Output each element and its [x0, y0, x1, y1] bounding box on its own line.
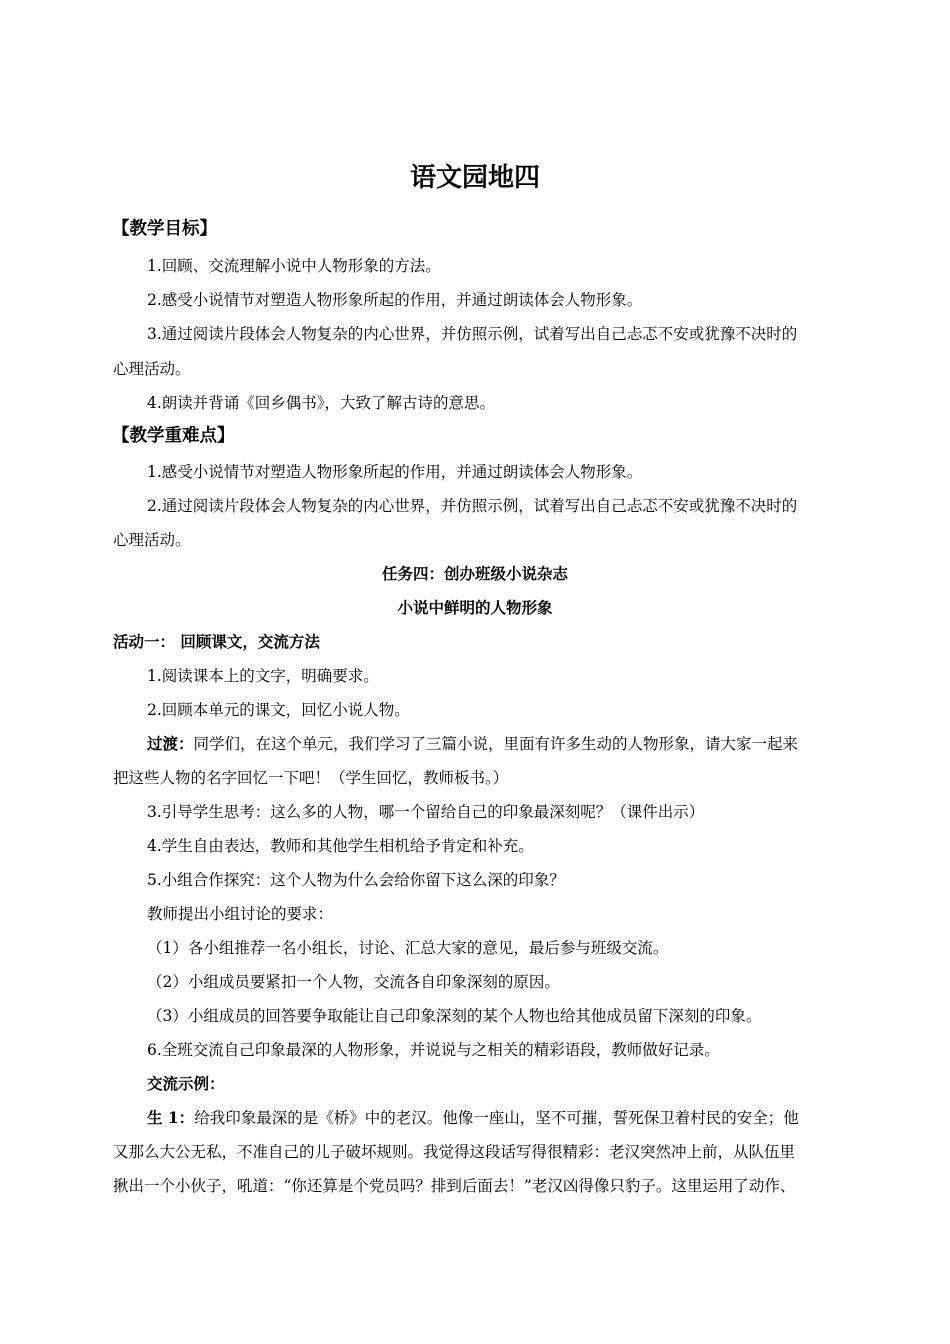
requirements-intro: 教师提出小组讨论的要求：	[147, 905, 334, 923]
transition-paragraph	[147, 734, 798, 754]
activity-step-3: 3.引导学生思考：这么多的人物，哪一个留给自己的印象最深刻呢？（课件出示）	[147, 803, 705, 821]
goal-item-3-cont: 心理活动。	[113, 360, 191, 378]
student-cont-1: 又那么大公无私，不准自己的儿子破坏规则。我觉得这段话写得很精彩：老汉突然冲上前，从队伍里	[113, 1143, 796, 1161]
keypoint-item-2: 2.通过阅读片段体会人物复杂的内心世界，并仿照示例，试着写出自己忐忑不安或犹豫不决时的	[147, 497, 798, 515]
task-subtitle: 小说中鲜明的人物形象	[397, 598, 553, 617]
transition-cont: 把这些人物的名字回忆一下吧！（学生回忆，教师板书。）	[113, 769, 509, 787]
student-cont-2: 揪出一个小伙子，吼道：“你还算是个党员吗？排到后面去！”老汉凶得像只豹子。这里运用了动作、	[113, 1177, 796, 1195]
student-paragraph	[147, 1108, 799, 1128]
keypoint-item-2-cont: 心理活动。	[113, 531, 191, 549]
activity-step-5: 5.小组合作探究：这个人物为什么会给你留下这么深的印象？	[147, 871, 565, 889]
activity-step-4: 4.学生自由表达，教师和其他学生相机给予肯定和补充。	[147, 837, 534, 855]
student-label: 生 1：	[147, 1108, 195, 1127]
section-heading-keypoints: 【教学重难点】	[112, 426, 235, 446]
activity-step-1: 1.阅读课本上的文字，明确要求。	[147, 667, 379, 685]
student-text: 给我印象最深的是《桥》中的老汉。他像一座山，坚不可摧，誓死保卫着村民的安全；他	[194, 1109, 799, 1127]
example-label: 交流示例：	[147, 1074, 225, 1093]
transition-label: 过渡：	[147, 734, 194, 753]
goal-item-1: 1.回顾、交流理解小说中人物形象的方法。	[147, 257, 441, 275]
activity-step-6: 6.全班交流自己印象最深的人物形象，并说说与之相关的精彩语段，教师做好记录。	[147, 1041, 720, 1059]
requirement-3: （3）小组成员的回答要争取能让自己印象深刻的某个人物也给其他成员留下深刻的印象。	[147, 1007, 762, 1025]
keypoint-item-1: 1.感受小说情节对塑造人物形象所起的作用，并通过朗读体会人物形象。	[147, 463, 643, 481]
requirement-1: （1）各小组推荐一名小组长，讨论、汇总大家的意见，最后参与班级交流。	[147, 939, 669, 957]
page-title: 语文园地四	[409, 163, 540, 193]
activity-heading: 活动一： 回顾课文，交流方法	[113, 632, 320, 651]
goal-item-4: 4.朗读并背诵《回乡偶书》，大致了解古诗的意思。	[147, 394, 496, 412]
transition-text: 同学们，在这个单元，我们学习了三篇小说，里面有许多生动的人物形象，请大家一起来	[193, 735, 799, 753]
goal-item-2: 2.感受小说情节对塑造人物形象所起的作用，并通过朗读体会人物形象。	[147, 291, 643, 309]
goal-item-3: 3.通过阅读片段体会人物复杂的内心世界，并仿照示例，试着写出自己忐忑不安或犹豫不决时的	[147, 325, 798, 343]
section-heading-goals: 【教学目标】	[112, 219, 217, 239]
requirement-2: （2）小组成员要紧扣一个人物，交流各自印象深刻的原因。	[147, 973, 560, 991]
task-title: 任务四：创办班级小说杂志	[381, 564, 568, 583]
activity-step-2: 2.回顾本单元的课文，回忆小说人物。	[147, 701, 410, 719]
